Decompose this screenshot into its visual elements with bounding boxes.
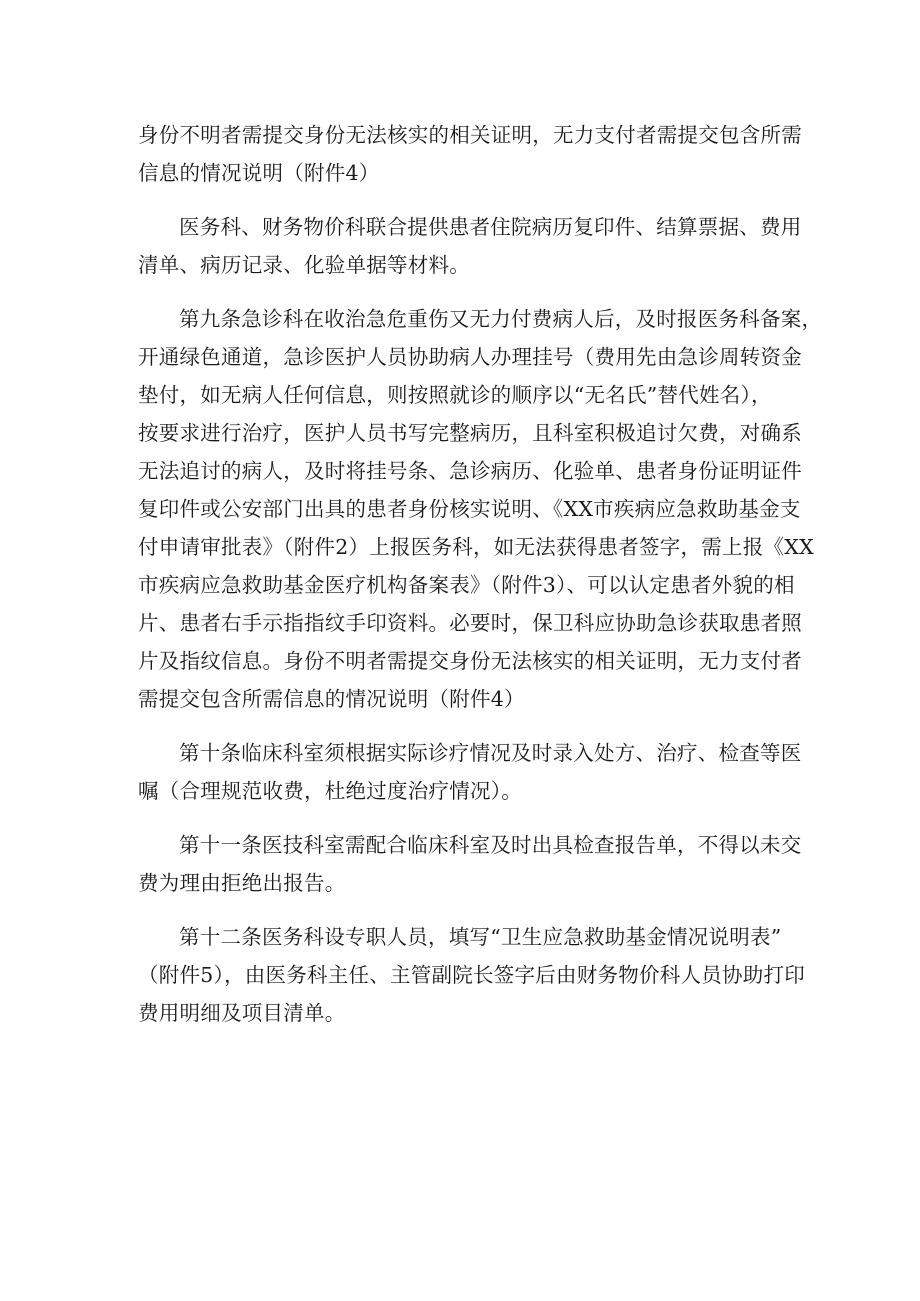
text-line: 第十二条医务科设专职人员，填写“卫生应急救助基金情况说明表” [179, 925, 782, 949]
paragraph-2 [138, 208, 802, 284]
text-line: 嘱（合理规范收费，杜绝过度治疗情况）。 [138, 779, 522, 803]
document-body [138, 116, 823, 1048]
text-line: 第十一条医技科室需配合临床科室及时出具检查报告单，不得以未交 [179, 833, 802, 857]
text-line: 片、患者右手示指指纹手印资料。必要时，保卫科应协助急诊获取患者照 [138, 611, 802, 635]
text-line: 费为理由拒绝出报告。 [138, 871, 346, 895]
text-line: 第十条临床科室须根据实际诊疗情况及时录入处方、治疗、检查等医 [179, 741, 802, 765]
text-line: 身份不明者需提交身份无法核实的相关证明，无力支付者需提交包含所需 [138, 123, 802, 147]
text-line: （附件5），由医务科主任、主管副院长签字后由财务物价科人员协助打印 [138, 963, 806, 987]
text-line: 垫付，如无病人任何信息，则按照就诊的顺序以“无名氏”替代姓名）， [138, 383, 772, 407]
text-line: 复印件或公安部门出具的患者身份核实说明、《XX市疾病应急救助基金支 [138, 497, 801, 521]
text-line: 无法追讨的病人，及时将挂号条、急诊病历、化验单、患者身份证明证件 [138, 459, 802, 483]
text-line: 按要求进行治疗，医护人员书写完整病历，且科室积极追讨欠费，对确系 [138, 421, 802, 445]
text-line: 付申请审批表》（附件2）上报医务科，如无法获得患者签字，需上报《XX [138, 535, 814, 559]
text-line: 费用明细及项目清单。 [138, 1001, 346, 1025]
paragraph-1 [138, 116, 802, 192]
text-line: 开通绿色通道，急诊医护人员协助病人办理挂号（费用先由急诊周转资金 [138, 345, 802, 369]
text-line: 需提交包含所需信息的情况说明（附件4） [138, 687, 525, 711]
text-line: 片及指纹信息。身份不明者需提交身份无法核实的相关证明，无力支付者 [138, 649, 802, 673]
text-line: 市疾病应急救助基金医疗机构备案表》（附件3）、可以认定患者外貌的相 [138, 573, 795, 597]
text-line: 清单、病历记录、化验单据等材料。 [138, 253, 470, 277]
text-line: 医务科、财务物价科联合提供患者住院病历复印件、结算票据、费用 [179, 215, 802, 239]
text-line: 第九条急诊科在收治急危重伤又无力付费病人后，及时报医务科备案， [179, 307, 823, 331]
paragraph-article-12 [138, 918, 806, 1032]
paragraph-article-10 [138, 734, 802, 810]
text-line: 信息的情况说明（附件4） [138, 161, 380, 185]
paragraph-article-11 [138, 826, 802, 902]
paragraph-article-9 [138, 300, 823, 718]
